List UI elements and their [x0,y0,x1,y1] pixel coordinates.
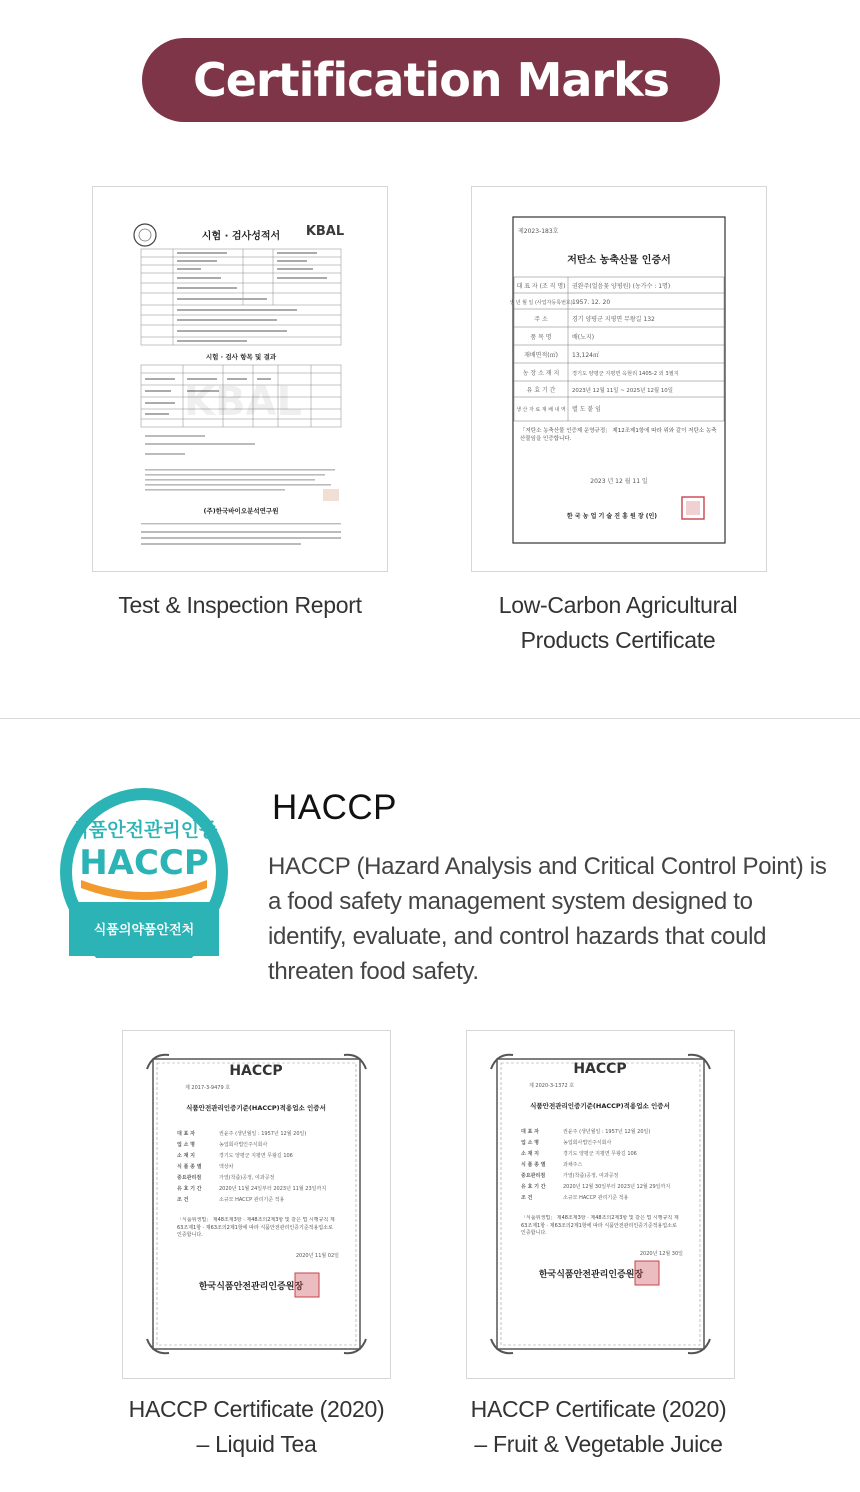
test-report-document [93,187,387,571]
section-title-badge [142,38,720,122]
test-report-doc-title: 시험 · 검사성적서 [201,231,281,242]
haccp-row-value: 농업회사법인주식회사 [563,1140,612,1146]
haccp-row-label: 중요관리점 [177,1175,202,1181]
haccp-row-value: 농업회사법인주식회사 [219,1142,268,1148]
svg-text:KBAL: KBAL [184,379,302,425]
low-carbon-row-value: 경기 양평군 지평면 무왕길 132 [572,316,655,323]
official-stamp-icon [295,1273,319,1297]
haccp-row-value: 2020년 12월 30일부터 2023년 12월 29일까지 [563,1184,671,1190]
low-carbon-certificate-image[interactable] [471,186,767,572]
caption-line: – Fruit & Vegetable Juice [474,1431,723,1457]
haccp-certificate-juice-image[interactable] [466,1030,735,1379]
haccp-row-label: 대 표 자 [521,1129,539,1135]
haccp-certificate-liquid-tea-image[interactable] [122,1030,391,1379]
low-carbon-row-value: 권완주(얼음꽃 양평원) (농가수 : 1명) [572,283,671,290]
caption-line: Products Certificate [520,627,716,653]
haccp-logo-top-text: 식품안전관리인증 [70,819,218,841]
haccp-row-label: 조 건 [177,1197,189,1203]
haccp-doc-date: 2020년 11월 02일 [295,1253,339,1259]
haccp-juice-caption [438,1392,759,1462]
haccp-certificate-document [467,1031,734,1378]
haccp-logo-bottom-text: 식품의약품안전처 [93,923,195,938]
haccp-row-value: 소규모 HACCP 관리기준 적용 [219,1197,285,1203]
test-report-caption [92,588,388,623]
haccp-logo [55,786,233,958]
haccp-row-value: 과채주스 [563,1162,583,1168]
haccp-description: HACCP (Hazard Analysis and Critical Control Point) is a food safety management system designed to identify, evaluate, and control hazards that could threaten food safety. [268,853,827,985]
haccp-row-label: 식 품 종 별 [521,1162,546,1168]
haccp-doc-number: 제 2017-3-9479 호 [185,1085,231,1091]
low-carbon-row-label: 품 목 명 [530,334,552,341]
haccp-row-label: 유 효 기 간 [177,1186,202,1192]
low-carbon-row-label: 생 산 자 료 재 배 내 역 [516,407,566,413]
haccp-doc-title: 식품안전관리인증기준(HACCP)적용업소 인증서 [186,1104,326,1112]
haccp-doc-number: 제 2020-3-1372 호 [529,1083,575,1089]
low-carbon-row-value: 1957. 12. 20 [572,299,611,306]
low-carbon-document [472,187,766,571]
test-report-image[interactable] [92,186,388,572]
low-carbon-doc-number: 제2023-183호 [518,228,559,235]
caption-line: Low-Carbon Agricultural [498,592,738,618]
haccp-row-value: 권윤주 (생년월일 : 1957년 12월 20일) [563,1129,651,1135]
haccp-doc-body: 「식품위생법」 제48조제3항 · 제48조의2제3항 및 같은 법 시행규칙 제63조제1항 · 제63조의2제1항에 따라 식품안전관리인증기준적용업소로 인증합니다. [521,1215,679,1236]
low-carbon-row-label: 주 소 [534,316,548,323]
low-carbon-row-value: 배(노지) [572,334,595,341]
haccp-row-value: 가열(착즙)공정, 여과공정 [219,1175,275,1181]
low-carbon-row-value: 별 도 붙 임 [572,406,601,413]
haccp-row-value: 소규모 HACCP 관리기준 적용 [563,1195,629,1201]
haccp-row-value: 경기도 양평군 지평면 무왕길 106 [219,1153,293,1159]
haccp-row-label: 조 건 [521,1195,533,1201]
haccp-doc-issuer: 한국식품안전관리인증원장 [538,1270,644,1280]
low-carbon-doc-title: 저탄소 농축산물 인증서 [567,255,671,266]
haccp-row-label: 업 소 명 [177,1142,195,1148]
haccp-certificate-document [123,1031,390,1378]
section-title: Certification Marks [192,53,670,107]
haccp-row-value: 권윤주 (생년월일 : 1957년 12월 20일) [219,1131,307,1137]
haccp-row-value: 가열(착즙)공정, 여과공정 [563,1173,619,1179]
official-stamp-icon [635,1261,659,1285]
haccp-row-label: 소 재 지 [177,1153,195,1159]
haccp-liquid-tea-caption [96,1392,417,1462]
low-carbon-row-label: 대 표 자 (조 직 명) [516,283,566,290]
low-carbon-row-value: 13,124㎡ [572,352,599,359]
results-heading: 시험 · 검사 항목 및 결과 [205,353,277,361]
kbal-logo: KBAL [305,224,345,239]
low-carbon-caption [455,588,781,658]
caption-line: HACCP Certificate (2020) [470,1396,727,1422]
low-carbon-row-label: 농 장 소 재 지 [522,370,560,377]
haccp-row-label: 중요관리점 [521,1173,546,1179]
haccp-row-value: 경기도 양평군 지평면 무왕길 106 [563,1151,637,1157]
low-carbon-doc-date: 2023 년 12 월 11 일 [590,478,648,485]
haccp-row-label: 업 소 명 [521,1140,539,1146]
low-carbon-row-label: 재배면적(㎡) [524,352,558,359]
caption-line: HACCP Certificate (2020) [128,1396,385,1422]
low-carbon-doc-body: 「저탄소 농축산물 인증제 운영규정」 제12조제1항에 따라 위와 같이 저탄소 농축산물임을 인증합니다. [520,428,717,442]
haccp-doc-issuer: 한국식품안전관리인증원장 [198,1282,304,1292]
caption-line: – Liquid Tea [196,1431,317,1457]
haccp-logo-main-text: HACCP [79,843,209,883]
haccp-row-label: 대 표 자 [177,1131,195,1137]
haccp-doc-logo: HACCP [573,1061,627,1077]
low-carbon-row-value: 경기도 양평군 지평면 옥현리 1405-2 외 3필지 [572,371,679,377]
haccp-row-value: 액상차 [219,1164,234,1170]
haccp-row-label: 식 품 종 별 [177,1164,202,1170]
low-carbon-doc-issuer: 한 국 농 업 기 술 진 흥 원 장 (인) [566,513,658,520]
haccp-doc-title: 식품안전관리인증기준(HACCP)적용업소 인증서 [530,1102,670,1110]
haccp-row-label: 유 효 기 간 [521,1184,546,1190]
section-divider [0,718,860,719]
low-carbon-row-label: 유 효 기 간 [526,387,556,394]
haccp-title: HACCP [272,788,398,827]
low-carbon-row-value: 2023년 12월 11일 ~ 2025년 12월 10일 [572,388,673,394]
haccp-doc-body: 「식품위생법」 제48조제3항 · 제48조의2제3항 및 같은 법 시행규칙 제63조제1항 · 제63조의2제1항에 따라 식품안전관리인증기준적용업소로 인증합니다. [177,1217,335,1238]
haccp-row-value: 2020년 11월 24일부터 2023년 11월 23일까지 [219,1186,327,1192]
caption-line: Test & Inspection Report [118,592,362,618]
test-report-issuer: (주)한국바이오분석연구원 [203,507,279,515]
haccp-doc-date: 2020년 12월 30일 [639,1251,683,1257]
haccp-row-label: 소 재 지 [521,1151,539,1157]
haccp-doc-logo: HACCP [229,1063,283,1079]
low-carbon-row-label: 생 년 월 일 (사업자등록번호) [509,300,573,306]
